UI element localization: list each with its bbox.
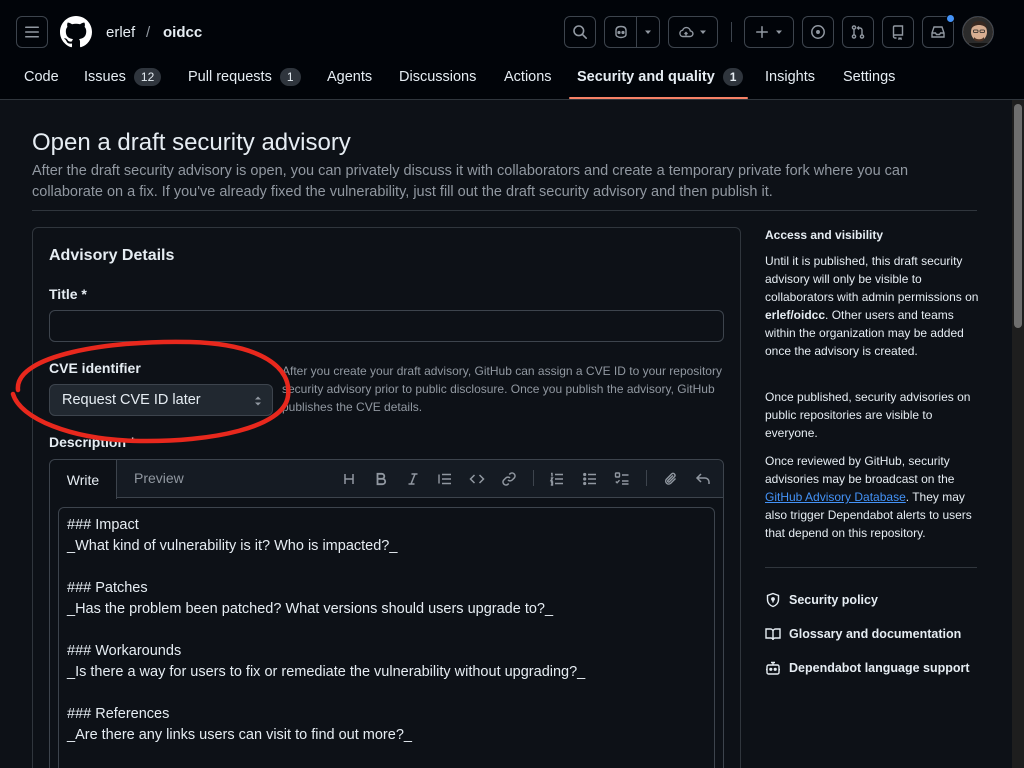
repositories-button[interactable] — [882, 16, 914, 48]
description-line: ### Patches — [67, 580, 148, 596]
header-divider — [731, 22, 732, 42]
task-list-button[interactable] — [612, 469, 632, 489]
tab-label: Write — [66, 471, 100, 488]
repo-name-bold: erlef/oidcc — [765, 308, 826, 322]
sidebar-link-label: Glossary and documentation — [789, 627, 962, 641]
github-logo-icon[interactable] — [60, 16, 92, 48]
dependabot-support-link[interactable] — [765, 659, 970, 677]
create-new-button[interactable] — [744, 16, 794, 48]
paperclip-icon — [663, 471, 679, 487]
advisory-database-link[interactable]: GitHub Advisory Database — [765, 490, 906, 504]
issues-button[interactable] — [802, 16, 834, 48]
tasklist-icon — [614, 471, 630, 487]
counter-badge: 1 — [280, 68, 301, 86]
list-ordered-icon — [549, 471, 565, 487]
breadcrumb-separator: / — [146, 24, 151, 41]
tab-pull-requests[interactable] — [188, 66, 301, 88]
ordered-list-button[interactable] — [547, 469, 567, 489]
search-icon — [572, 24, 588, 40]
tab-label: Insights — [765, 69, 815, 85]
sidebar-text: Until it is published, this draft security advisory will only be visible to collaborators with admin permissions on — [765, 254, 979, 304]
page-description: After the draft security advisory is open, you can privately discuss it with collaborators and create a temporary private fork where you can collaborate on a fix. If you've already fixed the vulnerability, just fill out the draft security advisory and then publish it. — [32, 163, 909, 200]
issue-opened-icon — [810, 24, 826, 40]
tab-agents[interactable] — [327, 66, 372, 88]
description-line: _Are there any links users can visit to find out more?_ — [67, 727, 412, 743]
tab-label: Issues — [84, 69, 126, 85]
description-line: ### References — [67, 706, 170, 722]
cve-help-text: After you create your draft advisory, GitHub can assign a CVE ID to your repository security advisory prior to public disclosure. Once you publish the advisory, GitHub publishes the CVE details. — [282, 364, 722, 414]
tab-discussions[interactable] — [399, 66, 476, 88]
code-icon — [469, 471, 485, 487]
link-button[interactable] — [499, 469, 519, 489]
description-line: ### Impact — [67, 517, 139, 533]
sidebar-heading: Access and visibility — [765, 228, 884, 242]
sidebar-reviewed-text — [765, 452, 980, 542]
tab-code[interactable] — [24, 66, 59, 88]
book-icon — [765, 626, 781, 642]
security-policy-link[interactable] — [765, 591, 878, 609]
undo-button[interactable] — [693, 469, 713, 489]
reply-icon — [695, 471, 711, 487]
toolbar-divider — [533, 470, 534, 486]
sidebar-link-label: Security policy — [789, 593, 878, 607]
counter-badge: 1 — [723, 68, 744, 86]
menu-button[interactable] — [16, 16, 48, 48]
title-label: Title * — [49, 286, 87, 302]
page-title: Open a draft security advisory — [32, 129, 351, 156]
cve-identifier-label: CVE identifier — [49, 360, 141, 376]
unordered-list-button[interactable] — [580, 469, 600, 489]
tab-issues[interactable] — [84, 66, 161, 88]
tab-preview[interactable]: Preview — [134, 470, 184, 486]
active-tab-underline — [569, 97, 748, 99]
dependabot-icon — [765, 660, 781, 676]
git-pull-request-icon — [850, 24, 866, 40]
cloud-icon — [678, 24, 694, 40]
heading-button[interactable] — [339, 469, 359, 489]
list-unordered-icon — [582, 471, 598, 487]
description-line: _Is there a way for users to fix or remediate the vulnerability without upgrading?_ — [67, 664, 586, 680]
search-button[interactable] — [564, 16, 596, 48]
copilot-button-group — [604, 16, 660, 48]
inbox-icon — [930, 24, 946, 40]
copilot-dropdown-button[interactable] — [637, 17, 659, 47]
tab-actions[interactable] — [504, 66, 552, 88]
divider — [32, 210, 977, 211]
breadcrumb-owner[interactable]: erlef — [106, 24, 136, 41]
tab-write[interactable] — [50, 460, 117, 499]
tab-settings[interactable] — [843, 66, 895, 88]
description-label: Description * — [49, 434, 136, 450]
pull-requests-button[interactable] — [842, 16, 874, 48]
sidebar-text: . Other users and teams within the organization may be added once the advisory is created. — [765, 308, 964, 358]
cve-identifier-select[interactable] — [49, 384, 273, 416]
glossary-link[interactable] — [765, 625, 961, 643]
sidebar-published-text: Once published, security advisories on public repositories are visible to everyone. — [765, 390, 971, 440]
copilot-icon — [613, 24, 629, 40]
description-line: _What kind of vulnerability is it? Who is impacted?_ — [67, 538, 398, 554]
description-line: _Has the problem been patched? What versions should users upgrade to?_ — [67, 601, 554, 617]
plus-icon — [754, 24, 770, 40]
toolbar-divider — [646, 470, 647, 486]
cve-selected-value: Request CVE ID later — [62, 392, 201, 408]
bold-button[interactable] — [371, 469, 391, 489]
tab-label: Settings — [843, 69, 896, 85]
tab-label: Pull requests — [188, 69, 272, 85]
shield-icon — [765, 592, 781, 608]
triangle-down-icon — [643, 27, 653, 37]
triangle-down-icon — [774, 27, 784, 37]
unfold-icon — [252, 393, 264, 409]
tab-insights[interactable] — [765, 66, 815, 88]
quote-icon — [437, 471, 453, 487]
tab-label: Agents — [327, 69, 373, 85]
bold-icon — [373, 471, 389, 487]
tab-label: Discussions — [399, 69, 477, 85]
tab-label: Actions — [504, 69, 552, 85]
codespaces-button[interactable] — [668, 16, 718, 48]
counter-badge: 12 — [134, 68, 161, 86]
description-line: ### Workarounds — [67, 643, 182, 659]
repo-icon — [890, 24, 906, 40]
tab-label: Code — [24, 69, 59, 85]
sidebar-text: Once reviewed by GitHub, security advisories may be broadcast on the — [765, 454, 955, 486]
heading-icon — [341, 471, 357, 487]
italic-button[interactable] — [403, 469, 423, 489]
sidebar-link-label: Dependabot language support — [789, 661, 970, 675]
notification-indicator — [946, 14, 955, 23]
box-title: Advisory Details — [49, 247, 175, 264]
sidebar-text: . They may also trigger Dependabot alerts to users that depend on this repository. — [765, 490, 972, 540]
avatar[interactable] — [962, 16, 994, 48]
code-button[interactable] — [467, 469, 487, 489]
scrollbar-thumb[interactable] — [1014, 104, 1022, 328]
tab-label: Security and quality — [577, 69, 715, 85]
attach-file-button[interactable] — [661, 469, 681, 489]
quote-button[interactable] — [435, 469, 455, 489]
sidebar-access-text — [765, 252, 980, 360]
title-input[interactable] — [49, 310, 724, 342]
link-icon — [501, 471, 517, 487]
copilot-button[interactable] — [605, 17, 637, 47]
breadcrumb-repo[interactable]: oidcc — [163, 24, 203, 41]
triangle-down-icon — [698, 27, 708, 37]
sidebar-divider — [765, 567, 977, 568]
hamburger-icon — [24, 24, 40, 40]
italic-icon — [405, 471, 421, 487]
tab-security-and-quality[interactable] — [577, 66, 743, 88]
